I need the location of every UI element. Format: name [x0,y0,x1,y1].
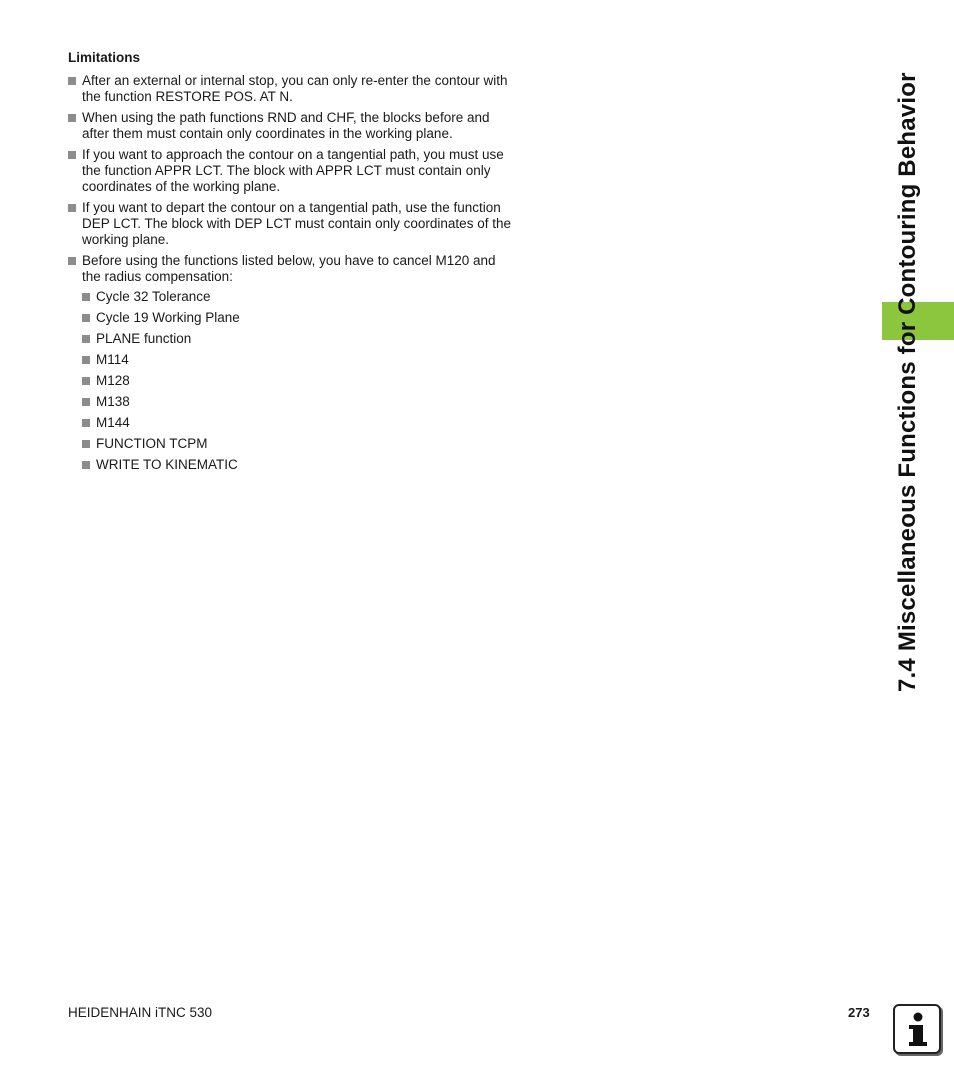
sublist-item: M114 [82,352,513,368]
sublist-item: M138 [82,394,513,410]
list-item: When using the path functions RND and CHF, the blocks before and after them must contain only coordinates in the working plane. [68,110,513,142]
bullet-square-icon [82,377,90,385]
list-item: Before using the functions listed below, you have to cancel M120 and the radius compensation: Cycle 32 Tolerance Cycle 19 Working Plane PLANE function M114 M128 M138 M144 FUNCTION TCPM WRITE TO KINEMATIC [68,253,513,473]
sublist-item: PLANE function [82,331,513,347]
info-icon [893,1004,941,1054]
list-item: If you want to approach the contour on a tangential path, you must use the function APPR LCT. The block with APPR LCT must contain only coordinates of the working plane. [68,147,513,195]
bullet-square-icon [68,151,76,159]
bullet-square-icon [68,257,76,265]
sublist-item: M144 [82,415,513,431]
sublist-item: FUNCTION TCPM [82,436,513,452]
sublist-item: M128 [82,373,513,389]
section-heading: Limitations [68,50,141,65]
bullet-square-icon [82,398,90,406]
bullet-square-icon [82,440,90,448]
bullet-square-icon [82,314,90,322]
page-number: 273 [848,1005,870,1020]
bullet-square-icon [82,335,90,343]
sublist-item: WRITE TO KINEMATIC [82,457,513,473]
bullet-square-icon [68,77,76,85]
sublist-item: Cycle 19 Working Plane [82,310,513,326]
bullet-square-icon [82,461,90,469]
chapter-side-title: 7.4 Miscellaneous Functions for Contouring Behavior [894,72,921,692]
function-sublist [82,289,513,473]
bullet-square-icon [68,114,76,122]
list-item: If you want to depart the contour on a tangential path, use the function DEP LCT. The block with DEP LCT must contain only coordinates of the working plane. [68,200,513,248]
bullet-square-icon [82,419,90,427]
bullet-square-icon [82,356,90,364]
bullet-square-icon [82,293,90,301]
sublist-item: Cycle 32 Tolerance [82,289,513,305]
bullet-square-icon [68,204,76,212]
list-item: After an external or internal stop, you can only re-enter the contour with the function RESTORE POS. AT N. [68,73,513,105]
limitations-list [68,73,513,473]
footer-product: HEIDENHAIN iTNC 530 [68,1005,213,1020]
limitations-section [68,49,513,478]
